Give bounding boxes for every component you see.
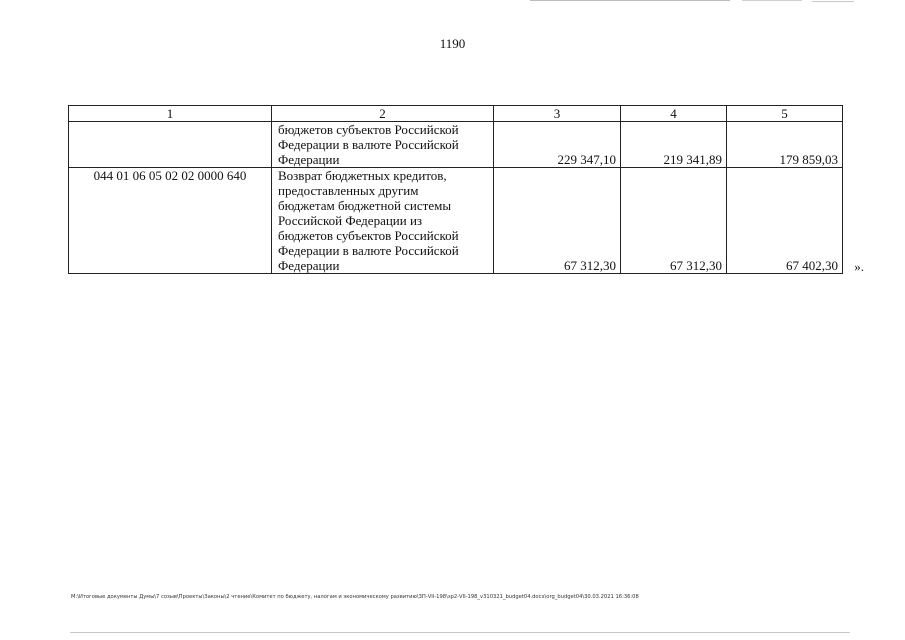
item-name-line: Федерации bbox=[278, 258, 340, 273]
scan-artifact-line bbox=[70, 632, 850, 633]
budget-code-cell bbox=[69, 122, 272, 168]
column-header: 4 bbox=[621, 106, 727, 122]
column-header: 3 bbox=[494, 106, 621, 122]
table-row bbox=[69, 168, 843, 274]
document-file-path: M:\Итоговые документы Думы\7 созыв\Проекты\Законы\2 чтение\Комитет по бюджету, налогам и экономическому развитию\3П-VII-198\зр2-VII-198_v310321_budget04.docx\org_budget04\30.03.2021 16:36:08 bbox=[71, 594, 639, 600]
amount-cell: 179 859,03 bbox=[727, 122, 843, 168]
table-header-row bbox=[69, 106, 843, 122]
column-header: 5 bbox=[727, 106, 843, 122]
item-name-line: Возврат бюджетных кредитов, bbox=[278, 168, 447, 183]
scan-artifact-line bbox=[530, 0, 730, 1]
column-header: 2 bbox=[272, 106, 494, 122]
amount-value: 67 402,30 bbox=[786, 258, 838, 273]
item-name-line: Федерации в валюте Российской bbox=[278, 137, 459, 152]
item-name-line: Российской Федерации из bbox=[278, 213, 423, 228]
page-number: 1190 bbox=[439, 36, 466, 51]
table-row bbox=[69, 122, 843, 168]
scan-artifact-line bbox=[742, 0, 802, 1]
amount-cell: 67 312,30 bbox=[494, 168, 621, 274]
closing-quote-mark: ». bbox=[854, 259, 864, 274]
amount-cell: 67 312,30 bbox=[621, 168, 727, 274]
item-name-line: бюджетов субъектов Российской bbox=[278, 228, 459, 243]
amount-cell bbox=[727, 168, 864, 274]
scan-artifact-line bbox=[812, 1, 854, 2]
item-name-line: предоставленных другим bbox=[278, 183, 419, 198]
budget-code-cell: 044 01 06 05 02 02 0000 640 bbox=[69, 168, 272, 274]
item-name-cell bbox=[272, 122, 494, 168]
item-name-line: Федерации в валюте Российской bbox=[278, 243, 459, 258]
amount-cell: 219 341,89 bbox=[621, 122, 727, 168]
amount-cell: 229 347,10 bbox=[494, 122, 621, 168]
item-name-line: Федерации bbox=[278, 152, 340, 167]
item-name-line: бюджетам бюджетной системы bbox=[278, 198, 452, 213]
item-name-line: бюджетов субъектов Российской bbox=[278, 122, 459, 137]
budget-table bbox=[68, 105, 864, 274]
item-name-cell bbox=[272, 168, 494, 274]
column-header: 1 bbox=[69, 106, 272, 122]
